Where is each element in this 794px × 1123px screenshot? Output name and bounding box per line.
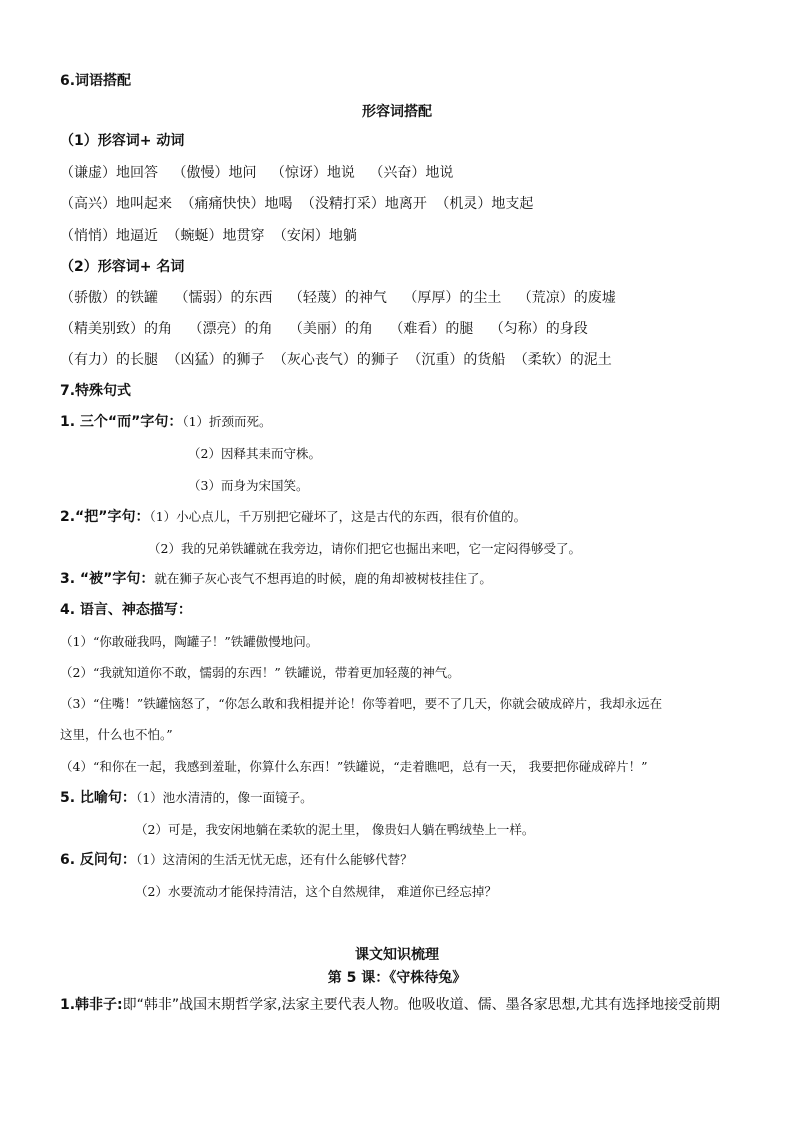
part1-line: （谦虚）地回答 （傲慢）地问 （惊讶）地说 （兴奋）地说 <box>60 165 454 181</box>
sentence-example: （1）这清闲的生活无忧无虑，还有什么能够代替？ <box>135 852 413 867</box>
sentence-type-5 <box>60 789 313 807</box>
part2-line: （骄傲）的铁罐 （懦弱）的东西 （轻蔑）的神气 （厚厚）的尘土 （荒凉）的废墟 <box>60 290 616 306</box>
section-6-title: 6.词语搭配 <box>60 73 132 89</box>
dialogue-line: （4）“和你在一起，我感到羞耻，你算什么东西！”铁罐说，“走着瞧吧，总有一天， 我要把你碰成碎片！” <box>60 759 648 774</box>
part2-line: （精美别致）的角 （漂亮）的角 （美丽）的角 （难看）的腿 （匀称）的身段 <box>60 321 588 337</box>
sentence-type-2-label: 2.“把”字句： <box>60 509 150 525</box>
sentence-type-6-label: 6. 反问句： <box>60 852 136 868</box>
part2-heading: （2）形容词+ 名词 <box>60 259 185 275</box>
knowledge-section-title: 课文知识梳理 <box>355 947 439 963</box>
sentence-example: （1）折颈而死。 <box>182 414 272 429</box>
sentence-type-6 <box>60 851 413 869</box>
sentence-type-5-label: 5. 比喻句： <box>60 790 136 806</box>
han-feizi-entry <box>60 996 720 1014</box>
sentence-example: （1）池水清清的，像一面镜子。 <box>135 790 313 805</box>
sentence-type-1-label: 1. 三个“而”字句： <box>60 414 183 430</box>
sentence-type-4-label: 4. 语言、神态描写： <box>60 602 192 618</box>
sentence-example: （1）小心点儿，千万别把它碰坏了，这是古代的东西，很有价值的。 <box>149 509 527 524</box>
dialogue-line: （3）“住嘴！”铁罐恼怒了，“你怎么敢和我相提并论！你等着吧，要不了几天，你就会破成碎片，我却永远在 <box>60 696 663 711</box>
sentence-type-1 <box>60 413 272 431</box>
han-feizi-text: 即“韩非”战国末期哲学家,法家主要代表人物。他吸收道、儒、墨各家思想,尤其有选择地接受前期 <box>122 997 721 1013</box>
part1-line: （悄悄）地逼近 （蜿蜒）地贯穿 （安闲）地躺 <box>60 228 357 244</box>
part1-line: （高兴）地叫起来 （痛痛快快）地喝 （没精打采）地离开 （机灵）地支起 <box>60 196 534 212</box>
part1-heading: （1）形容词+ 动词 <box>60 133 185 149</box>
part2-line: （有力）的长腿 （凶猛）的狮子 （灰心丧气）的狮子 （沉重）的货船 （柔软）的泥土 <box>60 352 612 368</box>
sentence-example: （2）我的兄弟铁罐就在我旁边，请你们把它也掘出来吧，它一定闷得够受了。 <box>148 541 581 556</box>
sentence-type-3 <box>60 570 492 588</box>
sentence-example: （3）而身为宋国笑。 <box>188 478 309 493</box>
han-feizi-label: 1.韩非子: <box>60 997 123 1013</box>
adjective-collocation-title: 形容词搭配 <box>362 104 432 120</box>
sentence-type-2 <box>60 508 526 526</box>
sentence-type-3-label: 3. “被”字句： <box>60 571 155 587</box>
sentence-example: （2）水要流动才能保持清洁，这个自然规律， 难道你已经忘掉？ <box>135 884 497 899</box>
section-7-title: 7.特殊句式 <box>60 383 132 399</box>
dialogue-line: （1）“你敢碰我吗，陶罐子！”铁罐傲慢地问。 <box>60 634 319 649</box>
sentence-example: 就在狮子灰心丧气不想再追的时候，鹿的角却被树枝挂住了。 <box>154 571 492 586</box>
sentence-example: （2）因释其耒而守株。 <box>188 446 321 461</box>
dialogue-line: （2）“我就知道你不敢，懦弱的东西！” 铁罐说，带着更加轻蔑的神气。 <box>60 665 460 680</box>
lesson-title: 第 5 课：《守株待兔》 <box>327 970 467 986</box>
dialogue-line: 这里，什么也不怕。” <box>60 727 173 742</box>
sentence-example: （2）可是，我安闲地躺在柔软的泥土里， 像贵妇人躺在鸭绒垫上一样。 <box>135 822 535 837</box>
